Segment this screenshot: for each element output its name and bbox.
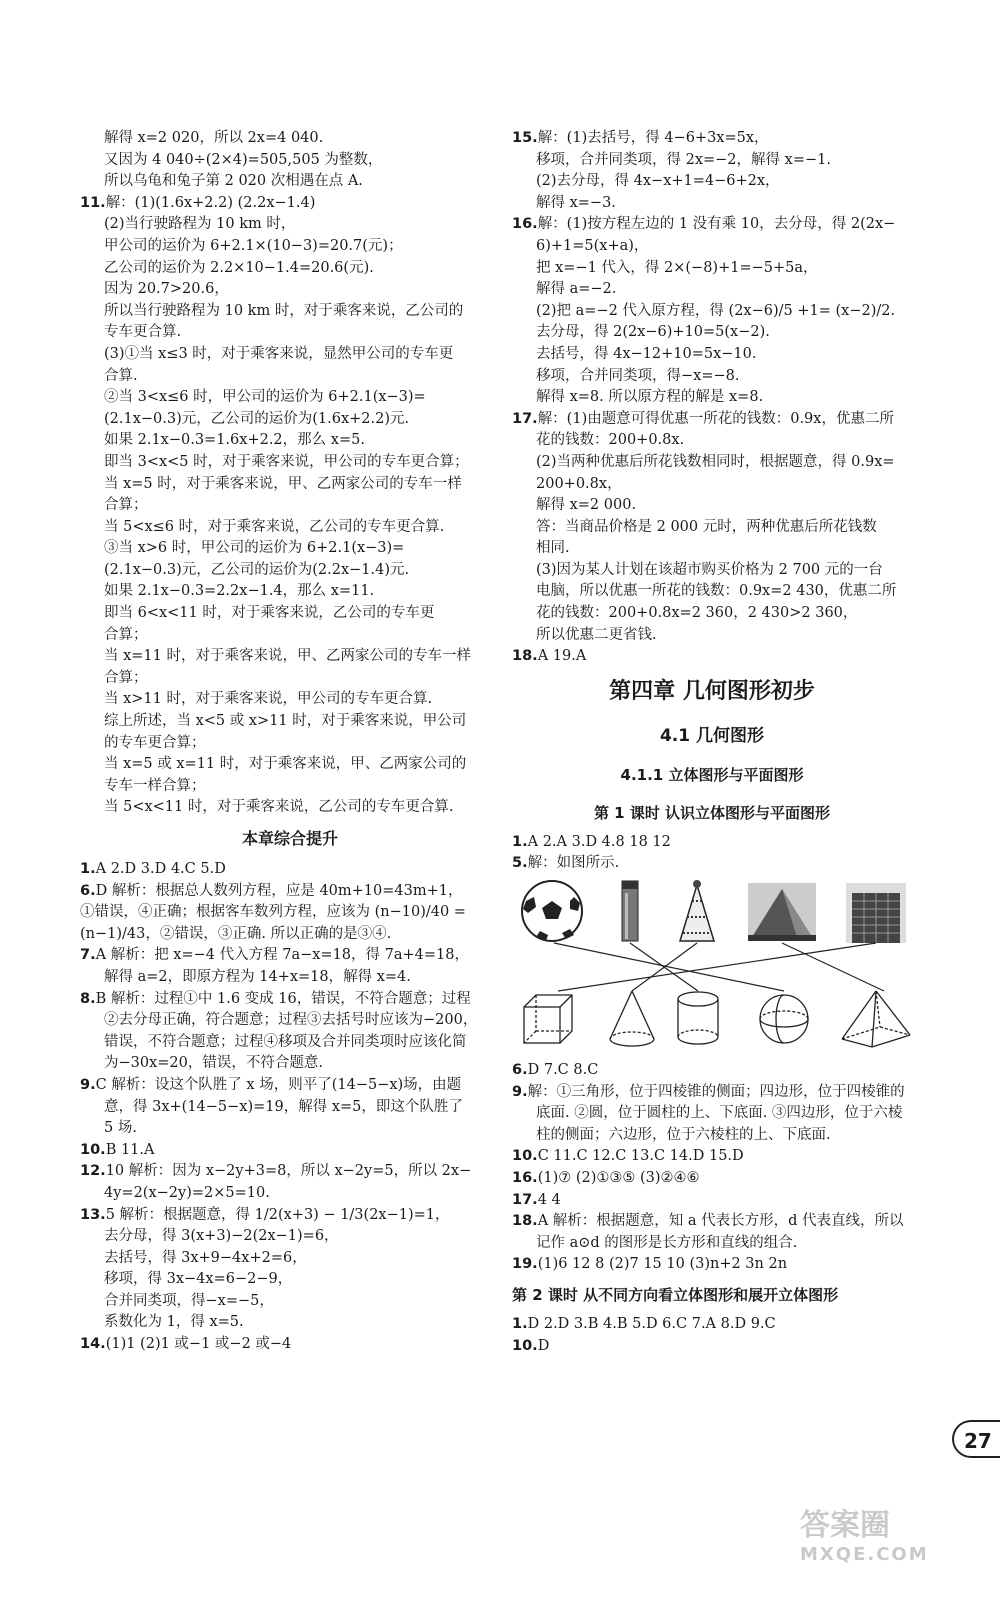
answer-text: 所以乌龟和兔子第 2 020 次相遇在点 A.	[104, 173, 363, 190]
question-number: 11.	[80, 194, 106, 211]
answer-text: 为−30x=20，错误，不符合题意.	[104, 1055, 323, 1072]
question-number: 1.	[80, 861, 96, 877]
answer-line	[80, 258, 500, 280]
question-number: 16.	[512, 216, 538, 233]
answer-text: 把 x=−1 代入，得 2×(−8)+1=−5+5a，	[536, 259, 818, 276]
question-number: 6.	[80, 882, 96, 899]
question-number: 19.	[512, 1256, 538, 1273]
answer-line	[80, 366, 500, 388]
answer-text: 去分母，得 3(x+3)−2(2x−1)=6，	[104, 1228, 339, 1245]
answer-line	[80, 236, 500, 258]
question-number: 13.	[80, 1206, 106, 1223]
answer-text: (n−1)/43，②错误，③正确. 所以正确的是③④.	[80, 925, 392, 942]
answer-text: 合算；	[104, 626, 148, 643]
square-pyramid-shape	[842, 991, 910, 1047]
answer-line	[80, 881, 500, 903]
question-number: 9.	[80, 1076, 96, 1093]
answer-text: 专车更合算.	[104, 324, 182, 341]
answer-text: 解得 x=−3.	[536, 194, 616, 211]
question-number: 16.	[512, 1170, 538, 1186]
answer-text: 解：(1)(1.6x+2.2) (2.2x−1.4)	[105, 194, 316, 211]
answer-text: (3)因为某人计划在该超市购买价格为 2 700 元的一台	[536, 561, 883, 578]
answer-line	[80, 1075, 500, 1097]
answer-line	[80, 859, 500, 881]
answer-line	[512, 581, 912, 603]
answer-line	[80, 668, 500, 690]
answer-text: (1)1 (2)1 或−1 或−2 或−4	[105, 1336, 292, 1353]
answer-line	[80, 301, 500, 323]
answer-text: 5 解析：根据题意，得 1/2(x+3) − 1/3(2x−1)=1，	[105, 1206, 450, 1223]
answer-line	[512, 322, 912, 344]
answer-text: (3)①当 x≤3 时，对于乘客来说，显然甲公司的专车更	[104, 345, 454, 362]
answer-text: 解：(1)去括号，得 4−6+3x=5x，	[537, 130, 769, 146]
answer-line	[512, 171, 912, 193]
answer-line	[80, 1312, 500, 1334]
building-photo-image	[846, 883, 906, 943]
answer-line	[512, 1233, 912, 1255]
chapter-title: 第四章 几何图形初步	[609, 678, 815, 704]
answer-text: 合算；	[104, 497, 148, 514]
question-number: 17.	[512, 1191, 538, 1208]
answer-line	[512, 128, 912, 150]
answer-line	[512, 1125, 912, 1147]
answer-line	[512, 1060, 912, 1082]
question-number: 6.	[512, 1062, 528, 1079]
answer-text: A 解析：把 x=−4 代入方程 7a−x=18，得 7a+4=18，	[95, 947, 469, 964]
answer-line	[512, 301, 912, 323]
answer-text: 即当 6<x<11 时，对于乘客来说，乙公司的专车更	[104, 605, 435, 622]
lesson-1-answers	[512, 832, 912, 875]
answer-line	[80, 754, 500, 776]
answer-line	[512, 1314, 912, 1336]
answer-text: 的专车更合算；	[104, 734, 206, 751]
pillar-image	[622, 881, 638, 941]
answer-text: 合算；	[104, 669, 148, 686]
question-number: 17.	[512, 410, 538, 427]
answer-line	[80, 646, 500, 668]
answer-text: 错误，不符合题意；过程④移项及合并同类项时应该化简	[104, 1033, 467, 1050]
answer-line	[512, 1146, 912, 1168]
question-number: 9.	[512, 1083, 528, 1100]
question-number: 15.	[512, 130, 538, 146]
answer-text: 系数化为 1，得 x=5.	[104, 1314, 244, 1331]
section-title: 4.1 几何图形	[659, 725, 765, 746]
answer-line	[80, 945, 500, 967]
answer-text: C 11.C 12.C 13.C 14.D 15.D	[537, 1148, 744, 1165]
answer-line	[512, 853, 912, 875]
answer-text: 解得 x=2 000.	[536, 497, 637, 514]
answer-text: 底面. ②圆，位于圆柱的上、下底面. ③四边形，位于六棱	[536, 1105, 903, 1122]
answer-line	[512, 366, 912, 388]
left-answer-list	[80, 128, 500, 819]
answer-line	[512, 344, 912, 366]
answer-line	[80, 322, 500, 344]
answer-text: 答：当商品价格是 2 000 元时，两种优惠后所花钱数	[536, 518, 877, 535]
answer-line	[512, 1336, 912, 1358]
answer-text: 甲公司的运价为 6+2.1×(10−3)=20.7(元)；	[104, 237, 403, 254]
review-answer-list	[80, 859, 500, 1356]
pyramid-photo-image	[748, 883, 816, 941]
answer-text: 乙公司的运价为 2.2×10−1.4=20.6(元).	[104, 259, 374, 276]
watermark	[800, 1500, 990, 1590]
soccer-ball-image	[522, 881, 582, 941]
answer-text: 去括号，得 3x+9−4x+2=6，	[104, 1249, 307, 1266]
answer-line	[80, 171, 500, 193]
answer-line	[80, 625, 500, 647]
answer-line	[80, 452, 500, 474]
answer-text: 移项，合并同类项，得−x=−8.	[536, 367, 740, 384]
answer-line	[512, 387, 912, 409]
answer-text: 因为 20.7>20.6，	[104, 281, 229, 298]
answer-line	[80, 1032, 500, 1054]
page-number-tab: 27	[952, 1420, 1000, 1458]
answer-line	[512, 150, 912, 172]
answer-text: 所以当行驶路程为 10 km 时，对于乘客来说，乙公司的	[104, 302, 464, 319]
answer-line	[512, 236, 912, 258]
answer-line	[512, 1103, 912, 1125]
answer-line	[512, 1211, 912, 1233]
answer-line	[512, 193, 912, 215]
answer-line	[80, 474, 500, 496]
right-column	[512, 128, 912, 1357]
answer-line	[80, 538, 500, 560]
answer-text: 解：(1)由题意可得优惠一所花的钱数：0.9x，优惠二所	[537, 410, 894, 427]
answer-line	[80, 1053, 500, 1075]
answer-text: 移项，得 3x−4x=6−2−9，	[104, 1271, 293, 1288]
answer-text: (1)⑦ (2)①③⑤ (3)②④⑥	[537, 1170, 700, 1186]
answer-text: 去括号，得 4x−12+10=5x−10.	[536, 345, 757, 362]
answer-text: 当 x=5 时，对于乘客来说，甲、乙两家公司的专车一样	[104, 475, 462, 492]
answer-line	[512, 646, 912, 668]
answer-line	[80, 1118, 500, 1140]
lesson-1-answers-cont	[512, 1060, 912, 1276]
answer-text: (2)把 a=−2 代入原方程，得 (2x−6)/5 +1= (x−2)/2.	[536, 302, 896, 319]
chapter-review-heading: 本章综合提升	[241, 829, 338, 848]
answer-text: 10 解析：因为 x−2y+3=8，所以 x−2y=5，所以 2x−	[105, 1163, 472, 1180]
answer-line	[80, 193, 500, 215]
answer-line	[80, 1334, 500, 1356]
answer-text: (2)当行驶路程为 10 km 时，	[104, 216, 296, 233]
answer-line	[80, 560, 500, 582]
answer-text: 去分母，得 2(2x−6)+10=5(x−2).	[536, 324, 770, 341]
question-number: 8.	[80, 990, 96, 1007]
answer-line	[80, 279, 500, 301]
answer-line	[80, 733, 500, 755]
answer-text: 200+0.8x，	[536, 475, 622, 492]
answer-text: 5 场.	[104, 1120, 137, 1137]
answer-line	[80, 603, 500, 625]
question-number: 10.	[512, 1337, 538, 1354]
answer-text: ②当 3<x≤6 时，甲公司的运价为 6+2.1(x−3)=	[104, 389, 426, 406]
answer-text: 相同.	[536, 540, 570, 557]
answer-line	[80, 1226, 500, 1248]
answer-text: 所以优惠二更省钱.	[536, 626, 657, 643]
answer-line	[80, 214, 500, 236]
answer-line	[80, 1010, 500, 1032]
answer-text: 当 5<x≤6 时，对于乘客来说，乙公司的专车更合算.	[104, 518, 445, 535]
answer-line	[512, 538, 912, 560]
answer-line	[80, 430, 500, 452]
answer-text: 移项，合并同类项，得 2x=−2，解得 x=−1.	[536, 151, 831, 168]
answer-text: 合并同类项，得−x=−5，	[104, 1292, 274, 1309]
answer-text: ②去分母正确，符合题意；过程③去括号时应该为−200，	[104, 1012, 478, 1029]
answer-line	[80, 711, 500, 733]
matching-lines	[554, 943, 884, 991]
answer-line	[512, 1190, 912, 1212]
answer-text: 如果 2.1x−0.3=1.6x+2.2，那么 x=5.	[104, 432, 365, 449]
answer-text: 电脑，所以优惠一所花的钱数：0.9x=2 430，优惠二所	[536, 583, 897, 600]
answer-text: A 2.D 3.D 4.C 5.D	[95, 861, 226, 877]
answer-line	[80, 1205, 500, 1227]
answer-line	[80, 1140, 500, 1162]
answer-line	[80, 924, 500, 946]
answer-line	[512, 603, 912, 625]
answer-text: 花的钱数：200+0.8x.	[536, 432, 685, 449]
cone-shape	[610, 991, 654, 1046]
matching-figure	[512, 879, 912, 1054]
answer-line	[80, 797, 500, 819]
lesson-1-title: 第 1 课时 认识立体图形与平面图形	[593, 803, 831, 822]
answer-text: 花的钱数：200+0.8x=2 360，2 430>2 360，	[536, 605, 858, 622]
answer-line	[80, 495, 500, 517]
question-number: 14.	[80, 1336, 106, 1353]
answer-line	[80, 1161, 500, 1183]
answer-text: 解：如图所示.	[527, 855, 620, 872]
answer-text: 4 4	[537, 1191, 561, 1208]
question-number: 18.	[512, 648, 538, 665]
left-column	[80, 128, 500, 1356]
watermark-main: 答案圈	[800, 1508, 890, 1543]
answer-text: 专车一样合算；	[104, 777, 206, 794]
question-number: 1.	[512, 1315, 528, 1332]
answer-line	[512, 430, 912, 452]
answer-text: (2)去分母，得 4x−x+1=4−6+2x，	[536, 173, 780, 190]
answer-text: 6)+1=5(x+a)，	[536, 237, 649, 254]
answer-line	[512, 474, 912, 496]
answer-text: 当 x>11 时，对于乘客来说，甲公司的专车更合算.	[104, 691, 433, 708]
answer-line	[80, 150, 500, 172]
answer-text: 柱的侧面；六边形，位于六棱柱的上、下底面.	[536, 1126, 831, 1143]
sphere-shape	[760, 995, 808, 1043]
answer-text: 解得 x=2 020，所以 2x=4 040.	[104, 130, 324, 146]
watermark-site: MXQE.COM	[800, 1544, 929, 1565]
answer-text: 综上所述，当 x<5 或 x>11 时，对于乘客来说，甲公司	[104, 713, 467, 730]
answer-text: A 19.A	[537, 648, 587, 665]
answer-text: A 2.A 3.D 4.8 18 12	[527, 833, 671, 850]
answer-line	[512, 560, 912, 582]
right-answer-list	[512, 128, 912, 668]
question-number: 1.	[512, 833, 528, 850]
answer-line	[80, 989, 500, 1011]
answer-text: ①错误，④正确；根据客车数列方程，应该为 (n−10)/40 =	[80, 904, 466, 921]
question-number: 18.	[512, 1213, 538, 1230]
answer-line	[512, 1168, 912, 1190]
question-number: 12.	[80, 1163, 106, 1180]
question-number: 10.	[80, 1141, 106, 1158]
answer-line	[80, 776, 500, 798]
answer-line	[80, 689, 500, 711]
answer-text: 合算.	[104, 367, 138, 384]
answer-text: 解得 a=−2.	[536, 281, 617, 298]
answer-text: 记作 a⊙d 的图形是长方形和直线的组合.	[536, 1234, 798, 1251]
answer-line	[80, 1183, 500, 1205]
question-number: 7.	[80, 947, 96, 964]
answer-text: 当 5<x<11 时，对于乘客来说，乙公司的专车更合算.	[104, 799, 454, 816]
answer-text: 又因为 4 040÷(2×4)=505,505 为整数，	[104, 151, 383, 168]
answer-line	[512, 1082, 912, 1104]
question-number: 5.	[512, 855, 528, 872]
answer-text: (2.1x−0.3)元，乙公司的运价为(2.2x−1.4)元.	[104, 561, 410, 578]
answer-line	[512, 214, 912, 236]
answer-text: 如果 2.1x−0.3=2.2x−1.4，那么 x=11.	[104, 583, 375, 600]
answer-text: 解得 x=8. 所以原方程的解是 x=8.	[536, 389, 764, 406]
answer-line	[80, 409, 500, 431]
answer-text: ③当 x>6 时，甲公司的运价为 6+2.1(x−3)=	[104, 540, 405, 557]
answer-text: 即当 3<x<5 时，对于乘客来说，甲公司的专车更合算；	[104, 453, 469, 470]
answer-text: D 2.D 3.B 4.B 5.D 6.C 7.A 8.D 9.C	[527, 1315, 776, 1332]
answer-line	[80, 387, 500, 409]
answer-text: D	[537, 1337, 550, 1354]
answer-line	[80, 344, 500, 366]
answer-text: 意，得 3x+(14−5−x)=19，解得 x=5，即这个队胜了	[104, 1098, 463, 1115]
answer-text: B 解析：过程①中 1.6 变成 16，错误，不符合题意；过程	[95, 990, 471, 1007]
cylinder-shape	[678, 992, 718, 1044]
answer-text: (2)当两种优惠后所花钱数相同时，根据题意，得 0.9x=	[536, 453, 895, 470]
answer-line	[80, 967, 500, 989]
answer-text: C 解析：设这个队胜了 x 场，则平了(14−5−x)场，由题	[95, 1076, 462, 1093]
subsection-title: 4.1.1 立体图形与平面图形	[620, 765, 804, 784]
answer-text: 当 x=11 时，对于乘客来说，甲、乙两家公司的专车一样	[104, 648, 471, 665]
answer-line	[80, 902, 500, 924]
answer-text: A 解析：根据题意，知 a 代表长方形，d 代表直线，所以	[537, 1213, 904, 1230]
answer-line	[80, 581, 500, 603]
answer-text: 当 x=5 或 x=11 时，对于乘客来说，甲、乙两家公司的	[104, 756, 467, 773]
answer-text: (2.1x−0.3)元，乙公司的运价为(1.6x+2.2)元.	[104, 410, 410, 427]
lesson-2-title: 第 2 课时 从不同方向看立体图形和展开立体图形	[512, 1285, 839, 1304]
answer-text: 解：(1)按方程左边的 1 没有乘 10，去分母，得 2(2x−	[537, 216, 896, 233]
answer-line	[80, 128, 500, 150]
answer-line	[512, 625, 912, 647]
answer-text: D 7.C 8.C	[527, 1062, 599, 1079]
answer-text: 解：①三角形，位于四棱锥的侧面；四边形，位于四棱锥的	[527, 1083, 905, 1100]
answer-line	[80, 517, 500, 539]
answer-text: B 11.A	[105, 1141, 155, 1158]
lesson-2-answers	[512, 1314, 912, 1357]
answer-line	[512, 495, 912, 517]
answer-text: D 解析：根据总人数列方程，应是 40m+10=43m+1，	[95, 882, 463, 899]
answer-line	[80, 1097, 500, 1119]
answer-line	[80, 1248, 500, 1270]
answer-text: (1)6 12 8 (2)7 15 10 (3)n+2 3n 2n	[537, 1256, 788, 1273]
answer-line	[80, 1291, 500, 1313]
answer-line	[512, 832, 912, 854]
answer-line	[512, 258, 912, 280]
question-number: 10.	[512, 1148, 538, 1165]
answer-line	[512, 1254, 912, 1276]
answer-line	[512, 517, 912, 539]
answer-text: 4y=2(x−2y)=2×5=10.	[104, 1184, 270, 1201]
answer-line	[512, 409, 912, 431]
answer-line	[80, 1269, 500, 1291]
answer-line	[512, 279, 912, 301]
cube-shape	[524, 995, 572, 1043]
party-hat-image	[680, 880, 714, 941]
answer-line	[512, 452, 912, 474]
answer-text: 解得 a=2，即原方程为 14+x=18，解得 x=4.	[104, 968, 411, 985]
